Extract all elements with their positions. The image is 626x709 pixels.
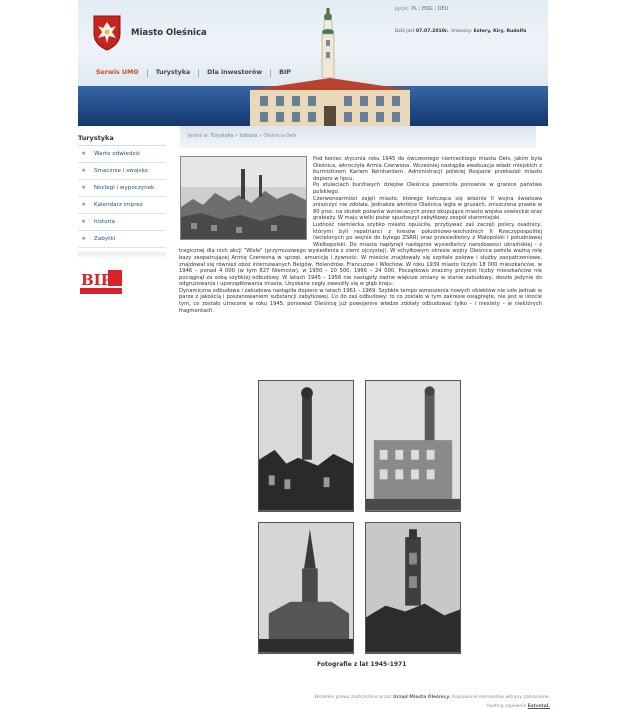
church-ruins-image	[366, 523, 460, 653]
sidebar-item-kalendarz-imprez[interactable]: ■ Kalendarz imprez	[78, 197, 166, 214]
lang-eng-link[interactable]: ENG	[422, 6, 433, 12]
footer-hosting-link[interactable]: Extcetal.	[527, 704, 550, 709]
nav-bip[interactable]: BIP	[279, 69, 291, 76]
lang-pl-link[interactable]: PL	[411, 6, 418, 12]
town-hall-building-image	[240, 76, 420, 126]
gallery-photo-2[interactable]	[365, 380, 461, 512]
footer	[300, 693, 550, 709]
ruined-tower-image	[259, 381, 353, 511]
lang-deu-link[interactable]: DEU	[437, 6, 449, 12]
nav-dla-inwestorow[interactable]: Dla inwestorów	[199, 69, 271, 77]
article-paragraph-2: Po stuleciach burzliwych dziejów Oleśnica powróciła ponownie w granice państwa polskiego.	[313, 182, 542, 195]
bip-logo-text: BIP	[81, 271, 112, 289]
article-paragraph-1: Pod koniec stycznia roku 1945 do ówczesnego niemieckiego miasta Oels, jakim była Oleśnica, wkroczyła Armia Czerwona. Wcześniej nastąpiła ewakuacja władz miejskich z burmistrzem Karlem Reinhardem. Administracji polskiej Rosjanie przekazali miasto dopiero w lipcu.	[313, 156, 542, 182]
name-days: Estery, Kiry, Rudolfa	[473, 29, 527, 34]
nav-turystyka[interactable]: Turystyka	[148, 69, 200, 77]
article-paragraph-3: Czerwonoarmiści zajęli miasto, którego kończąca się właśnie II wojna światowa zniszczyć nie zdołała. Jednakże wkrótce Oleśnica legła w gruzach, zniszczona prawie w 80 proc. na skutek pożarów wzniecanych przez okupujące miasto wojska sowieckie oraz grabieży. W maju wielki pożar spustoszył zabytkowy zespół staromiejski.	[313, 195, 542, 222]
bip-logo-icon[interactable]	[80, 268, 122, 298]
city-panorama-image	[181, 157, 307, 240]
language-label: Język:	[395, 6, 410, 12]
breadcrumb-current: Oleśnica-Oels	[263, 134, 297, 139]
breadcrumb: Jesteś w: Turystyka » historia » Oleśnica-Oels	[188, 134, 297, 139]
nav-serwis-umo[interactable]: Serwis UMO	[88, 69, 148, 77]
sidebar-divider	[78, 252, 166, 260]
site-title[interactable]: Miasto Oleśnica	[131, 28, 207, 38]
footer-hosting: Hosting zapewnia Extcetal.	[486, 704, 550, 709]
sidebar-item-noclegi[interactable]: ■ Noclegi i wypoczynek	[78, 180, 166, 197]
town-hall-square-image	[366, 381, 460, 511]
gallery-caption: Fotografie z lat 1945-1971	[317, 661, 407, 668]
city-crest-icon[interactable]	[92, 14, 122, 51]
gallery-photo-4[interactable]	[365, 522, 461, 654]
footer-copyright: Wszelkie prawa zastrzeżone przez Urząd Miasta Oleśnicy. Kopiowanie elementów witryny zabronione.	[314, 695, 550, 700]
footer-owner-link[interactable]: Urząd Miasta Oleśnicy.	[392, 695, 451, 700]
article-paragraph-5: Dynamiczna odbudowa i zabudowa nastąpiła dopiero w latach 1961 – 1969. Szybkie tempo wznoszenia nowych obiektów nie szło jednak w parze z jakością i poszanowaniem substancji zabytkowej. Co do zaś odbudowy: to co zostało w tym zakresie osiągnięte, nie jest w istocie tym, co zostało utracone w roku 1945, ponieważ Oleśnicę już powojenne władze zdołały odbudować tylko – i niestety – w niektórych fragmentach.	[179, 287, 542, 314]
gallery-photo-3[interactable]	[258, 522, 354, 654]
date-namedays: Dziś jest 07.07.2010r.. Imieniny: Estery, Kiry, Rudolfa	[395, 29, 527, 34]
church-spire-image	[259, 523, 353, 653]
sidebar	[78, 128, 166, 260]
breadcrumb-turystyka[interactable]: Turystyka	[210, 134, 234, 139]
article-paragraph-4: Ludność niemiecka szybko miasto opuściła, przybywać zaś zaczęli polscy osadnicy, którymi byli repatrianci z kresów południowo-wschodnich II Rzeczypospolitej (wcielonych po wojnie do byłego ZSRR) oraz przesiedleńcy z Małopolski i południowej Wielkopolski. Do miasta napłynęli następnie wysiedleńcy narodowości ukraińskiej - z tragicznej dla nich akcji "Wisła" (przymusowego wysiedlenia z ziemi ojczystej). W schyłkowym okresie wojny Oleśnica pełniła ważną rolę bazy zaopatrującej Armię Czerwoną w sprzęt, amunicję i żywność. W mieście znajdowały się szpitale polowe i służby zaopatrzeniowe, znajdował się również obóz internowanych Belgów, Holendrów, Francuzów i Włochów. W roku 1939 miasto liczyło 18 000 mieszkańców, w 1946 – ponad 4 000 (w tym 827 Niemców), w 1950 – 10 500, 1966 – 24 000. Początkowo znaczny przyrost liczby mieszkańców nie pociągnął za sobą szybkiej odbudowy. W latach 1945 – 1956 nie nastąpiły żadne większe zmiany w stanie zabudowy, doszło jedynie do odgruzowania i uporządkowania miasta. Uzyskane cegły zawoziły się w głąb kraju.	[179, 221, 542, 288]
main-nav	[78, 64, 548, 82]
sidebar-item-smacznie-i-swojsko[interactable]: ■ Smacznie i swojsko	[78, 163, 166, 180]
current-date: 07.07.2010r.	[415, 29, 449, 34]
sidebar-title: Turystyka	[78, 128, 166, 146]
gallery-photo-1[interactable]	[258, 380, 354, 512]
article-photo-city-panorama[interactable]	[180, 156, 307, 240]
sidebar-item-warto-odwiedzic[interactable]: ■ Warto odwiedzić	[78, 146, 166, 163]
language-switcher: Język: PL | ENG | DEU	[395, 6, 449, 12]
breadcrumb-historia[interactable]: historia	[239, 134, 258, 139]
sidebar-item-zabytki[interactable]: ■ Zabytki	[78, 231, 166, 248]
sidebar-item-historia[interactable]: ■ historia	[78, 214, 166, 231]
